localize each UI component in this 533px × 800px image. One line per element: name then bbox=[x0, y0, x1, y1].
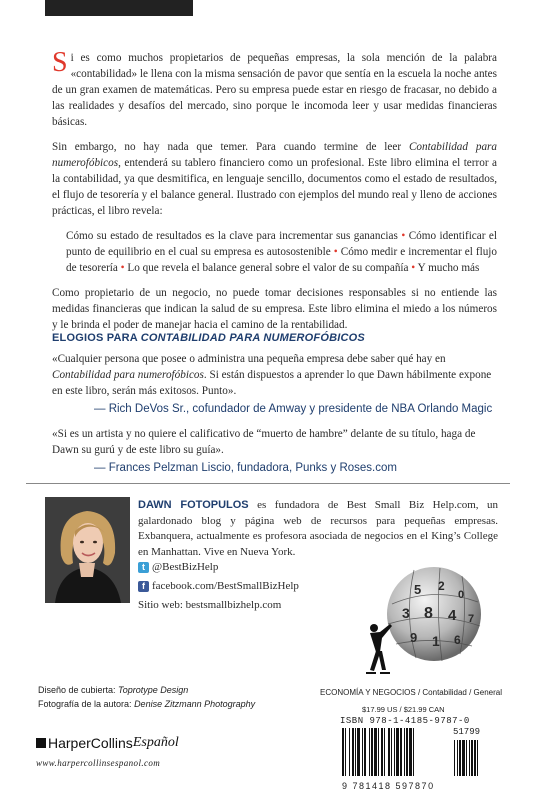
author-name: DAWN FOTOPULOS bbox=[138, 499, 249, 511]
intro-paragraph-3: Como propietario de un negocio, no puede tomar decisiones responsables si no entiende las medidas financieras que indican la salud de su empresa. Este libro elimina el miedo a los números y le brinda el poder de manejar hacia el camino de la rentabilidad. bbox=[52, 287, 497, 331]
cover-design-value: Toprotype Design bbox=[118, 685, 189, 695]
quote-liscio-text: «Si es un artista y no quiere el calificativo de “muerto de hambre” delante de su título, haga de Dawn su gurú y de este libro su guía». bbox=[52, 428, 476, 456]
svg-text:5: 5 bbox=[414, 582, 422, 597]
quote-devos-b: . Si están dispuestos a aprender lo que Dawn hábilmente expone en este libro, serán más exitosos. Punto». bbox=[52, 369, 492, 397]
svg-text:6: 6 bbox=[454, 633, 461, 647]
quote-devos-a: «Cualquier persona que posee o administra una pequeña empresa debe saber qué hay en bbox=[52, 353, 446, 365]
bullet-dot: • bbox=[120, 262, 125, 274]
svg-text:9: 9 bbox=[410, 630, 418, 645]
isbn-text: ISBN 978-1-4185-9787-0 bbox=[340, 716, 470, 726]
twitter-icon: t bbox=[138, 562, 149, 573]
author-contacts bbox=[138, 558, 299, 615]
intro-p2-b: , entenderá su tablero financiero como un profesional. Este libro elimina el terror a la contabilidad, ya que desmitifica, en lenguaje sencillo, documentos como el estado de resultados, el flujo de tesorería y el balance general. Ilustrado con ejemplos del mundo real y lleno de acciones prácticas, el libro revela: bbox=[52, 157, 497, 217]
bullet-item: Cómo su estado de resultados es la clave para incrementar sus ganancias bbox=[66, 230, 398, 242]
top-dark-bar bbox=[45, 0, 193, 16]
book-price: $17.99 US / $21.99 CAN bbox=[362, 705, 445, 714]
intro-p1-text: i es como muchos propietarios de pequeñas empresas, la sola mención de la palabra «contabilidad» le llena con la misma sensación de pavor que sentía en la escuela la noche antes de un gran examen de matemáticas. Pero su empresa puede estar en riesgo de fracasar, no debido a las realidades y desafíos del mercado, sino porque le incomoda leer y usar medidas financieras básicas. bbox=[52, 52, 497, 128]
intro-text bbox=[52, 47, 497, 342]
bullet-dot: • bbox=[411, 262, 416, 274]
section-divider bbox=[26, 483, 510, 484]
author-photo bbox=[45, 497, 130, 603]
bullet-dot: • bbox=[401, 230, 406, 242]
praise-heading-prefix: ELOGIOS PARA bbox=[52, 332, 141, 344]
man-pushing-figure bbox=[366, 624, 392, 674]
author-photo-label: Fotografía de la autora: bbox=[38, 699, 135, 709]
facebook-icon: f bbox=[138, 581, 149, 592]
author-photo-illustration bbox=[45, 497, 130, 603]
quote-devos-text bbox=[52, 351, 497, 399]
cover-design-credit bbox=[38, 683, 255, 697]
author-bio-text: es fundadora de Best Small Biz Help.com, un galardonado blog y página web de recursos para pequeñas empresas. Exbanquera, actualmente es profesora asociada de negocios en el King’s College en Manhattan. Vive en Nueva York. bbox=[138, 499, 498, 558]
quote-liscio-attribution: — Frances Pelzman Liscio, fundadora, Punks y Roses.com bbox=[94, 462, 397, 474]
twitter-handle: @BestBizHelp bbox=[152, 561, 219, 573]
praise-heading-book: CONTABILIDAD PARA NUMEROFÓBICOS bbox=[140, 332, 365, 344]
author-photo-credit bbox=[38, 697, 255, 711]
barcode-addon-number: 51799 bbox=[453, 727, 481, 737]
number-ball-illustration bbox=[352, 566, 484, 682]
svg-text:8: 8 bbox=[424, 605, 433, 622]
bullet-item: Cómo identificar el punto de equilibrio en el cual su empresa es autosostenible bbox=[66, 230, 497, 258]
facebook-row bbox=[138, 577, 299, 596]
barcode-number: 9 781418 597870 bbox=[342, 781, 435, 791]
quote-devos bbox=[52, 351, 497, 417]
author-website: Sitio web: bestsmallbizhelp.com bbox=[138, 599, 282, 611]
facebook-url: facebook.com/BestSmallBizHelp bbox=[152, 580, 299, 592]
cover-design-label: Diseño de cubierta: bbox=[38, 685, 119, 695]
quote-liscio bbox=[52, 426, 497, 476]
intro-paragraph-1 bbox=[52, 47, 497, 130]
publisher-name: HarperCollins bbox=[48, 735, 133, 751]
intro-p2-a: Sin embargo, no hay nada que temer. Para cuando termine de leer bbox=[52, 141, 409, 153]
svg-text:1: 1 bbox=[432, 633, 440, 649]
publisher-logo bbox=[36, 735, 179, 751]
bullet-item: Lo que revela el balance general sobre el valor de su compañía bbox=[127, 262, 409, 274]
intro-paragraph-2 bbox=[52, 139, 497, 219]
twitter-row bbox=[138, 558, 299, 577]
author-photo-value: Denise Zitzmann Photography bbox=[134, 699, 256, 709]
publisher-imprint: Español bbox=[132, 735, 179, 750]
bullet-item: Cómo medir e incrementar el flujo de tesorería bbox=[66, 246, 497, 274]
bullet-list bbox=[52, 228, 497, 276]
bullet-dot: • bbox=[333, 246, 338, 258]
publisher-mark-icon bbox=[36, 738, 46, 748]
svg-text:2: 2 bbox=[438, 579, 445, 593]
drop-cap: S bbox=[52, 47, 68, 78]
svg-text:0: 0 bbox=[458, 589, 465, 601]
author-bio bbox=[138, 498, 498, 560]
credits bbox=[38, 683, 255, 711]
svg-text:4: 4 bbox=[448, 607, 457, 624]
intro-p2-title: Contabilidad para numerofóbicos bbox=[52, 141, 497, 169]
praise-heading bbox=[52, 332, 365, 344]
number-ball-graphic bbox=[352, 566, 484, 682]
quote-devos-title: Contabilidad para numerofóbicos bbox=[52, 369, 204, 381]
quote-devos-attribution: — Rich DeVos Sr., cofundador de Amway y presidente de NBA Orlando Magic bbox=[94, 403, 493, 415]
svg-text:7: 7 bbox=[468, 613, 475, 625]
website-row bbox=[138, 596, 299, 615]
bullet-item: Y mucho más bbox=[417, 262, 480, 274]
book-category: ECONOMÍA Y NEGOCIOS / Contabilidad / General bbox=[320, 688, 502, 697]
publisher-website: www.harpercollinsespanol.com bbox=[36, 758, 161, 768]
svg-text:3: 3 bbox=[402, 605, 410, 621]
